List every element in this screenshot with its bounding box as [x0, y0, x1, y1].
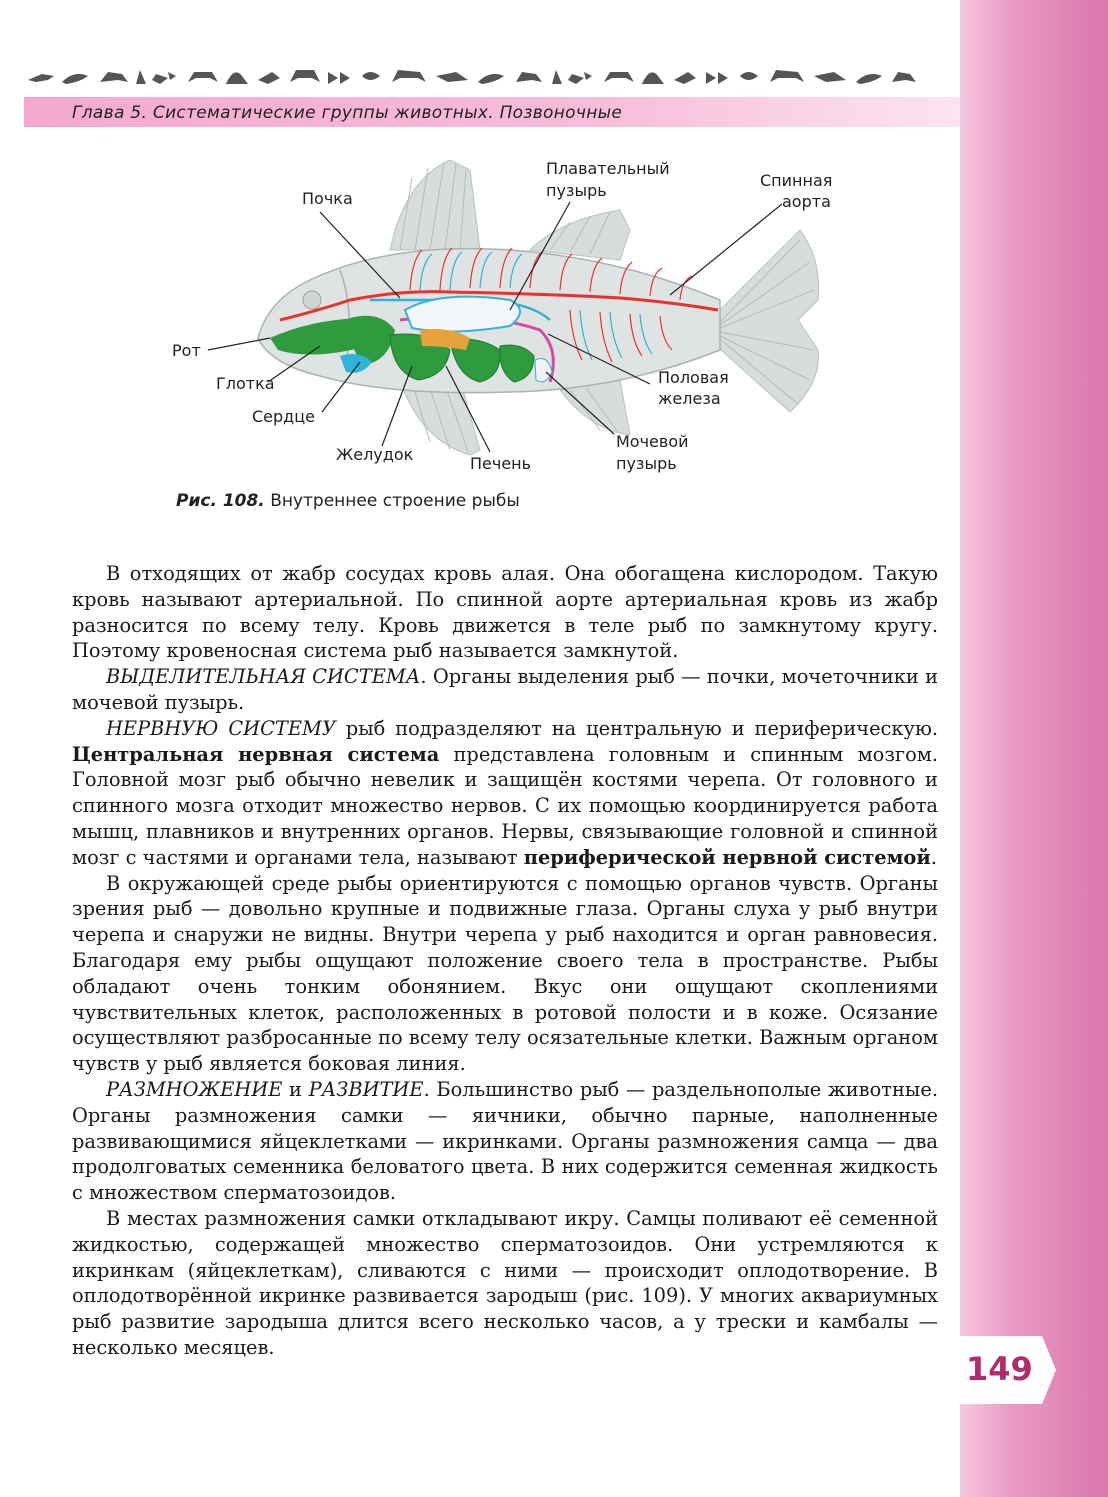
term-reproduction: РАЗМНОЖЕНИЕ: [106, 1077, 283, 1101]
label-mouth: Рот: [172, 341, 201, 360]
side-decor-band: [960, 0, 1108, 1497]
chapter-title: Глава 5. Систематические группы животных. Позвоночные: [72, 103, 623, 123]
figure-caption-number: Рис. 108.: [176, 491, 265, 511]
paragraph-excretory-text: . Органы выделения рыб — почки, мочеточники и мочевой пузырь.: [72, 665, 938, 714]
term-central-nervous-system: Центральная нервная система: [72, 742, 440, 766]
paragraph-circulation: В отходящих от жабр сосудах кровь алая. Она обогащена кислородом. Такую кровь называют артериальной. По спинной аорте артериальная кровь из жабр разносится по всему телу. Кровь движется в теле рыб по замкнутому кругу. Поэтому кровеносная система рыб называется замкнутой.: [72, 562, 938, 663]
label-heart: Сердце: [252, 407, 315, 426]
label-bladder-line1: Мочевой: [616, 432, 689, 451]
label-gonad-line2: железа: [658, 389, 721, 408]
body-text: [72, 561, 938, 1361]
paragraph-nervous-text-c: .: [930, 845, 937, 869]
animal-silhouettes-strip: [28, 62, 918, 90]
label-bladder-line2: пузырь: [616, 454, 677, 473]
label-swim-bladder-line2: пузырь: [546, 181, 607, 200]
paragraph-spawning: В местах размножения самки откладывают икру. Самцы поливают её семенной жидкостью, содержащей множество сперматозоидов. Они устремляются к икринкам (яйцеклеткам), сливаются с ними — происходит оплодотворение. В оплодотворённой икринке развивается зародыш (рис. 109). У многих аквариумных рыб развитие зародыша длится всего несколько часов, а у трески и камбалы — несколько месяцев.: [72, 1206, 938, 1359]
paragraph-reproduction-text: . Большинство рыб — раздельнополые животные. Органы размножения самки — яичники, обычно парные, наполненные развивающимися яйцеклетками — икринками. Органы размножения самца — два продолговатых семенника беловатого цвета. В них содержится семенная жидкость с множеством сперматозоидов.: [72, 1077, 938, 1205]
label-dorsal-aorta-line1: Спинная: [760, 171, 833, 190]
term-nervous-system: НЕРВНУЮ СИСТЕМУ: [106, 716, 336, 740]
label-gonad-line1: Половая: [658, 368, 729, 387]
label-stomach: Желудок: [336, 445, 414, 464]
term-peripheral-nervous-system: периферической нервной системой: [523, 845, 931, 869]
paragraph-reproduction-and: и: [282, 1077, 309, 1101]
fish-anatomy-figure: [150, 150, 870, 485]
paragraph-nervous-text-b: представлена головным и спинным мозгом. Головной мозг рыб обычно невелик и защищён костями черепа. От головного и спинного мозга отходит множество нервов. С их помощью координируется работа мышц, плавников и внутренних органов. Нервы, связывающие головной и спинной мозг с частями и органами тела, называют: [72, 742, 938, 869]
label-swim-bladder-line1: Плавательный: [546, 159, 670, 178]
paragraph-nervous: [72, 716, 938, 871]
paragraph-excretory: [72, 664, 938, 716]
label-pharynx: Глотка: [216, 374, 275, 393]
figure-caption-text: Внутреннее строение рыбы: [270, 491, 520, 511]
paragraph-nervous-text-a: рыб подразделяют на центральную и периферическую.: [335, 716, 938, 740]
paragraph-senses: В окружающей среде рыбы ориентируются с помощью органов чувств. Органы зрения рыб — довольно крупные и подвижные глаза. Органы слуха у рыб внутри черепа и снаружи не видны. Внутри черепа у рыб находится и орган равновесия. Благодаря ему рыбы ощущают положение своего тела в пространстве. Рыбы обладают очень тонким обонянием. Вкус они ощущают скоплениями чувствительных клеток, расположенных в ротовой полости и в коже. Осязание осуществляют разбросанные по всему телу осязательные клетки. Важным органом чувств у рыб является боковая линия.: [72, 871, 938, 1076]
page-number: 149: [966, 1350, 1033, 1388]
term-development: РАЗВИТИЕ: [308, 1077, 424, 1101]
fish-internal-structure-drawing: [150, 150, 870, 485]
term-excretory-system: ВЫДЕЛИТЕЛЬНАЯ СИСТЕМА: [106, 665, 421, 689]
paragraph-reproduction: [72, 1077, 938, 1206]
label-kidney: Почка: [302, 189, 353, 208]
label-dorsal-aorta-line2: аорта: [782, 192, 831, 211]
figure-caption: [176, 491, 520, 511]
label-liver: Печень: [470, 454, 532, 473]
